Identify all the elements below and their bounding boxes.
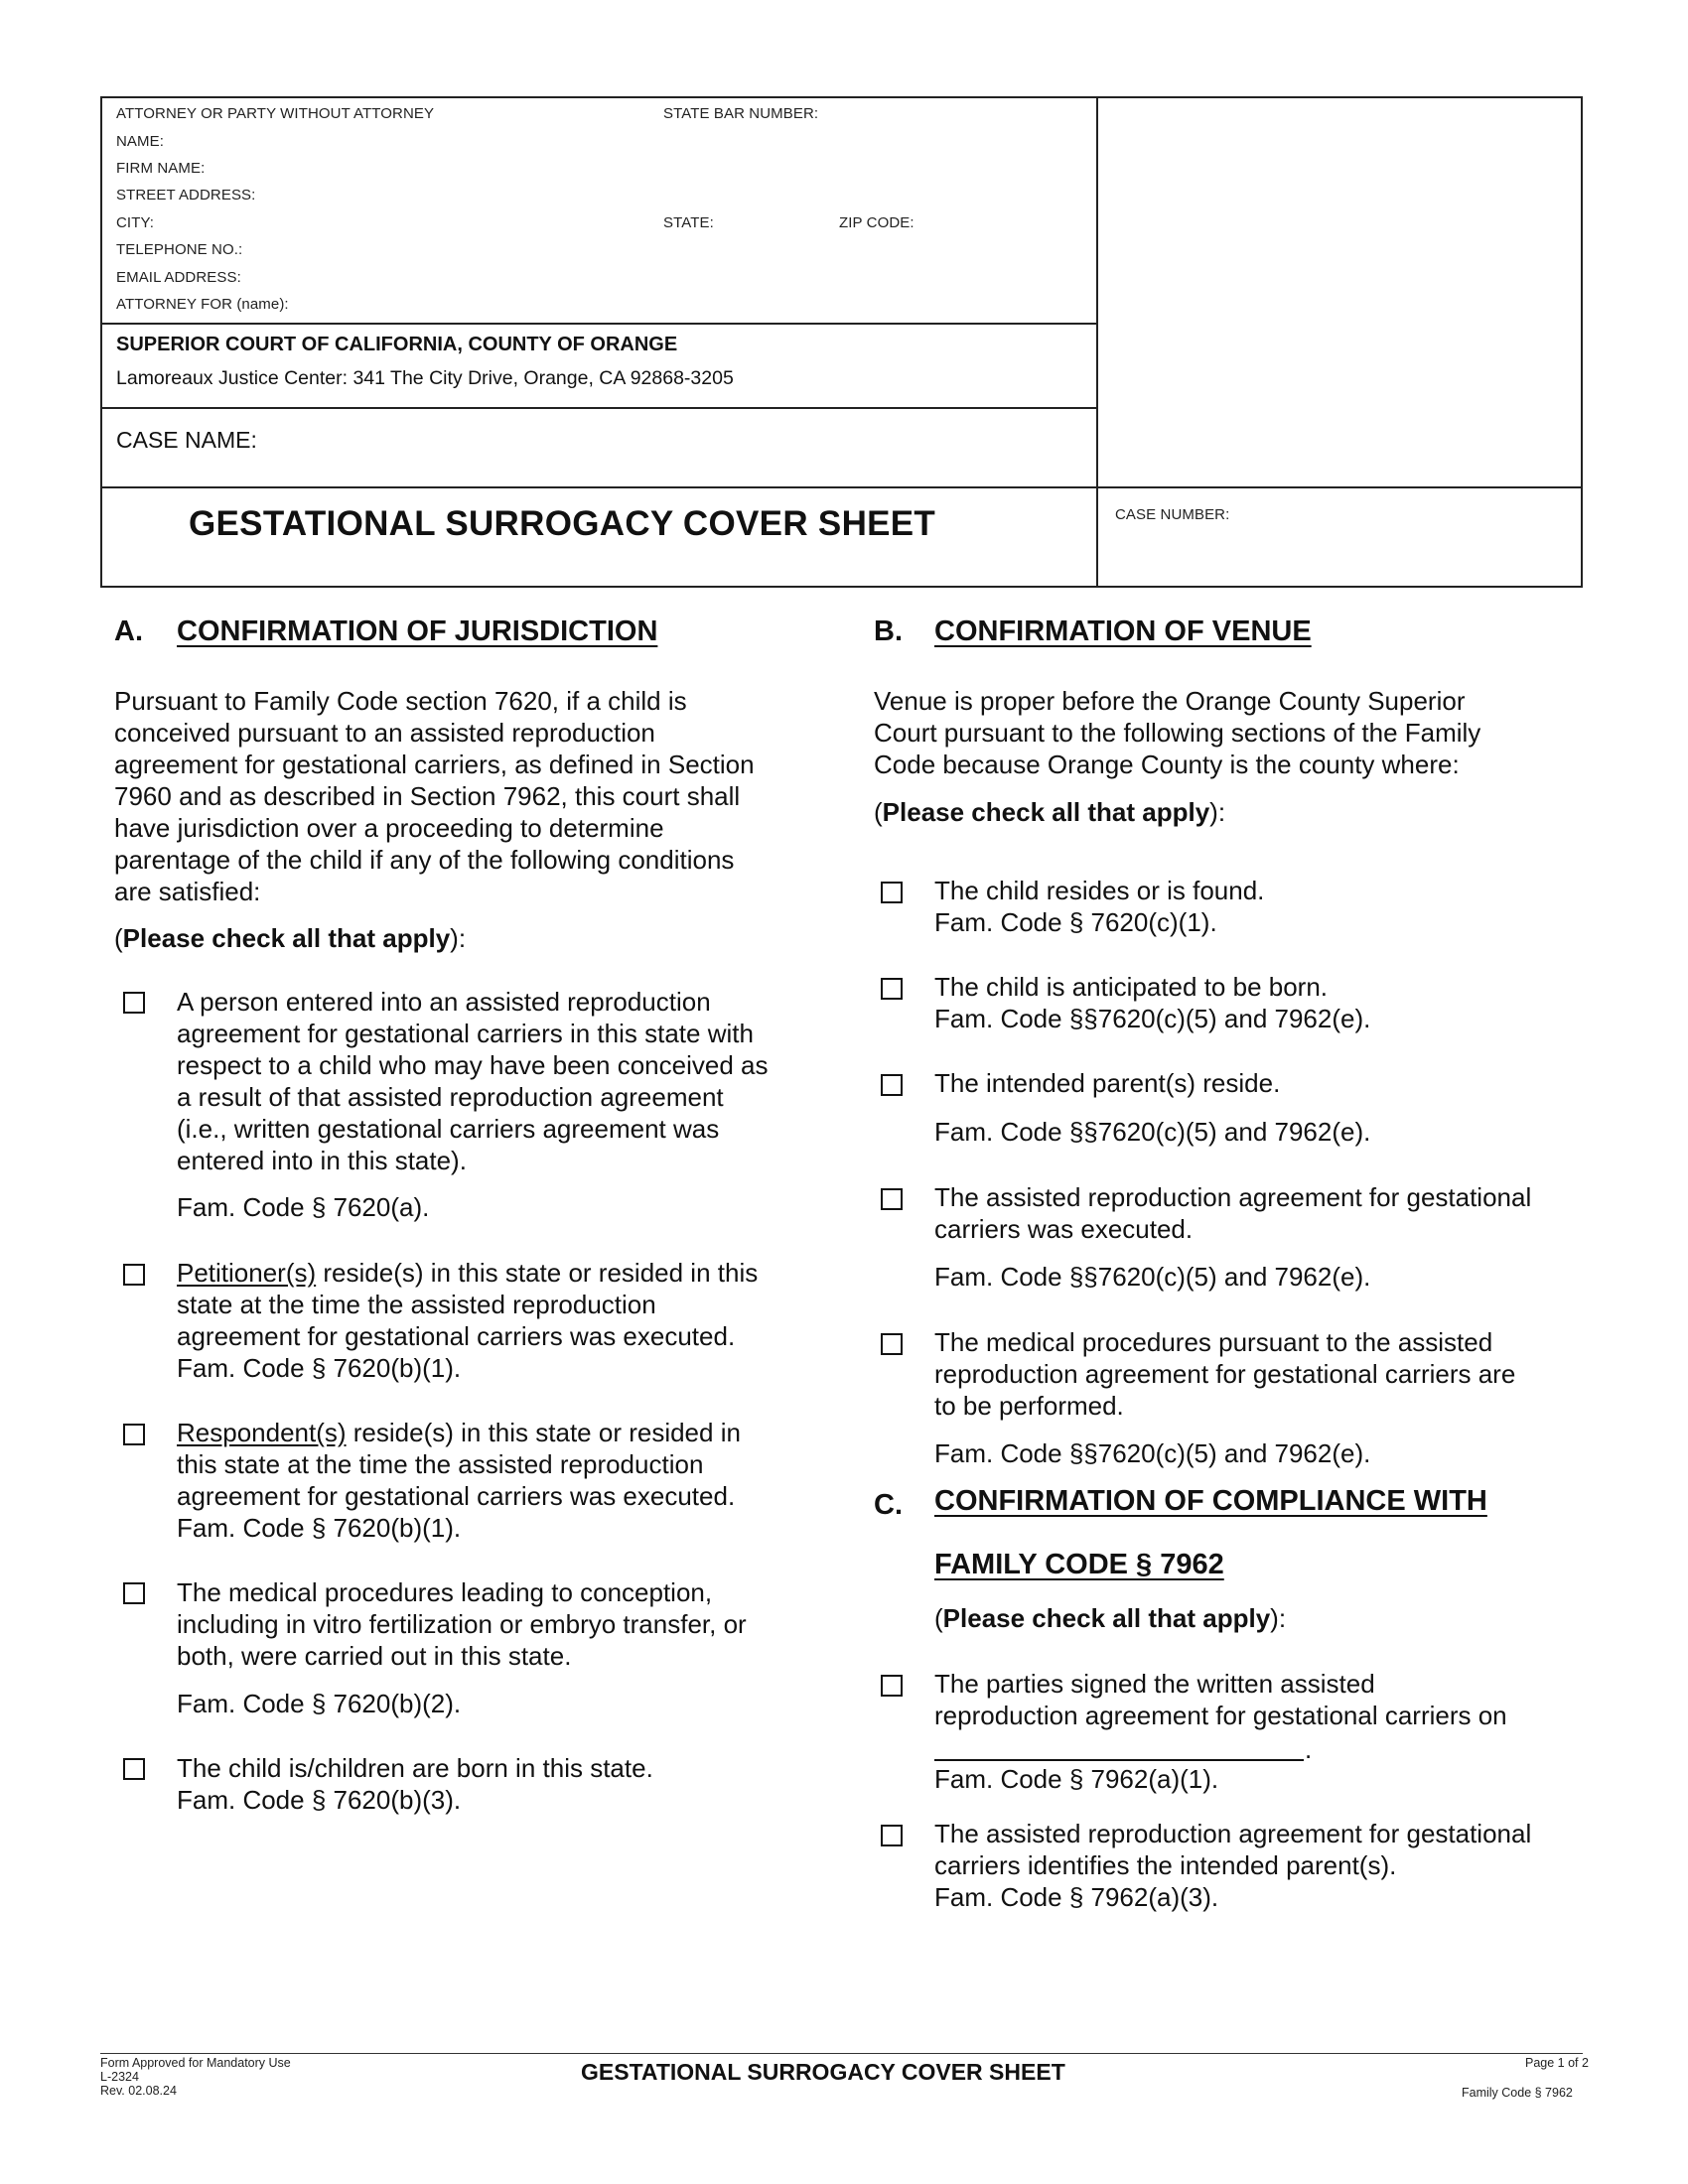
footer-form-info: Form Approved for Mandatory Use L-2324 Rev. 02.08.24 bbox=[100, 2056, 291, 2098]
item-c1-text: The parties signed the written assisted reproduction agreement for gestational carriers on bbox=[934, 1669, 1507, 1730]
firm-name-label: FIRM NAME: bbox=[116, 160, 206, 177]
checkbox-b3[interactable] bbox=[881, 1074, 903, 1096]
item-b1-text: The child resides or is found. Fam. Code § 7620(c)(1). bbox=[934, 876, 1265, 937]
item-a1-text: A person entered into an assisted reproduction agreement for gestational carriers in this state with respect to a child who may have been conceived as a result of that assisted reproduction agreement (i.e., written gestational carriers agreement was entered into in this state). bbox=[177, 987, 769, 1175]
footer-code: Family Code § 7962 bbox=[1462, 2086, 1573, 2100]
section-c-title-line1: CONFIRMATION OF COMPLIANCE WITH bbox=[934, 1485, 1487, 1517]
section-b-letter: B. bbox=[874, 615, 903, 647]
attorney-label: ATTORNEY OR PARTY WITHOUT ATTORNEY bbox=[116, 105, 435, 122]
footer-rule bbox=[100, 2053, 1583, 2054]
court-address: Lamoreaux Justice Center: 341 The City Drive, Orange, CA 92868-3205 bbox=[116, 367, 734, 389]
city-label: CITY: bbox=[116, 214, 155, 231]
name-label: NAME: bbox=[116, 133, 165, 150]
case-number-label: CASE NUMBER: bbox=[1115, 506, 1230, 523]
item-a5-text: The child is/children are born in this state. Fam. Code § 7620(b)(3). bbox=[177, 1753, 653, 1815]
item-b5-text: The medical procedures pursuant to the assisted reproduction agreement for gestational carriers are to be performed. bbox=[934, 1327, 1516, 1421]
caption-divider-vertical bbox=[1096, 96, 1098, 588]
footer-title: GESTATIONAL SURROGACY COVER SHEET bbox=[581, 2059, 1065, 2085]
item-b5-cite: Fam. Code §§7620(c)(5) and 7962(e). bbox=[934, 1438, 1371, 1468]
item-a3-text: Respondent(s) reside(s) in this state or resided in this state at the time the assisted reproduction agreement for gestational carriers was executed. Fam. Code § 7620(b)(1). bbox=[177, 1418, 741, 1543]
agreement-date-period: . bbox=[1305, 1734, 1313, 1764]
section-b-intro: Venue is proper before the Orange County Superior Court pursuant to the following sections of the Family Code because Orange County is the county where: bbox=[874, 686, 1481, 779]
checkbox-c2[interactable] bbox=[881, 1825, 903, 1846]
item-c2-text: The assisted reproduction agreement for gestational carriers identifies the intended parent(s). Fam. Code § 7962(a)(3). bbox=[934, 1819, 1532, 1912]
street-address-label: STREET ADDRESS: bbox=[116, 187, 256, 204]
caption-divider-casename bbox=[100, 407, 1097, 409]
item-b4-cite: Fam. Code §§7620(c)(5) and 7962(e). bbox=[934, 1262, 1371, 1292]
item-b2-text: The child is anticipated to be born. Fam. Code §§7620(c)(5) and 7962(e). bbox=[934, 972, 1371, 1033]
item-a4-text: The medical procedures leading to conception, including in vitro fertilization or embryo transfer, or both, were carried out in this state. bbox=[177, 1577, 747, 1671]
section-b-check-all: (Please check all that apply): bbox=[874, 797, 1226, 827]
court-name: SUPERIOR COURT OF CALIFORNIA, COUNTY OF ORANGE bbox=[116, 334, 678, 355]
item-b3-cite: Fam. Code §§7620(c)(5) and 7962(e). bbox=[934, 1117, 1371, 1147]
section-a-intro: Pursuant to Family Code section 7620, if a child is conceived pursuant to an assisted reproduction agreement for gestational carriers, as defined in Section 7960 and as described in Section 7962, this court shall have jurisdiction over a proceeding to determine parentage of the child if any of the following conditions are satisfied: bbox=[114, 686, 755, 906]
checkbox-b4[interactable] bbox=[881, 1188, 903, 1210]
agreement-date-blank[interactable] bbox=[934, 1759, 1304, 1761]
section-b-title: CONFIRMATION OF VENUE bbox=[934, 615, 1312, 647]
checkbox-c1[interactable] bbox=[881, 1675, 903, 1697]
item-c1-cite: Fam. Code § 7962(a)(1). bbox=[934, 1764, 1219, 1794]
attorney-for-label: ATTORNEY FOR (name): bbox=[116, 296, 289, 313]
section-a-title: CONFIRMATION OF JURISDICTION bbox=[177, 615, 658, 647]
state-bar-label: STATE BAR NUMBER: bbox=[663, 105, 819, 122]
checkbox-b2[interactable] bbox=[881, 978, 903, 1000]
form-title: GESTATIONAL SURROGACY COVER SHEET bbox=[189, 504, 936, 543]
checkbox-a2[interactable] bbox=[123, 1264, 145, 1286]
telephone-label: TELEPHONE NO.: bbox=[116, 241, 243, 258]
checkbox-b1[interactable] bbox=[881, 882, 903, 903]
checkbox-a4[interactable] bbox=[123, 1582, 145, 1604]
case-name-label: CASE NAME: bbox=[116, 427, 257, 453]
section-a-check-all: (Please check all that apply): bbox=[114, 923, 467, 953]
email-label: EMAIL ADDRESS: bbox=[116, 269, 241, 286]
caption-divider-title bbox=[100, 486, 1583, 488]
state-label: STATE: bbox=[663, 214, 714, 231]
item-b3-text: The intended parent(s) reside. bbox=[934, 1068, 1281, 1098]
checkbox-b5[interactable] bbox=[881, 1333, 903, 1355]
section-c-letter: C. bbox=[874, 1489, 903, 1521]
item-b4-text: The assisted reproduction agreement for gestational carriers was executed. bbox=[934, 1182, 1532, 1244]
section-c-title-line2: FAMILY CODE § 7962 bbox=[934, 1549, 1224, 1580]
section-c-check-all: (Please check all that apply): bbox=[934, 1603, 1287, 1633]
section-a-letter: A. bbox=[114, 615, 143, 647]
zip-code-label: ZIP CODE: bbox=[839, 214, 914, 231]
item-a4-cite: Fam. Code § 7620(b)(2). bbox=[177, 1689, 462, 1718]
item-a1-cite: Fam. Code § 7620(a). bbox=[177, 1192, 430, 1222]
caption-divider-court bbox=[100, 323, 1097, 325]
footer-page-number: Page 1 of 2 bbox=[1525, 2056, 1589, 2070]
checkbox-a5[interactable] bbox=[123, 1758, 145, 1780]
checkbox-a3[interactable] bbox=[123, 1424, 145, 1445]
checkbox-a1[interactable] bbox=[123, 992, 145, 1014]
item-a2-text: Petitioner(s) reside(s) in this state or resided in this state at the time the assisted reproduction agreement for gestational carriers was executed. Fam. Code § 7620(b)(1). bbox=[177, 1258, 759, 1383]
